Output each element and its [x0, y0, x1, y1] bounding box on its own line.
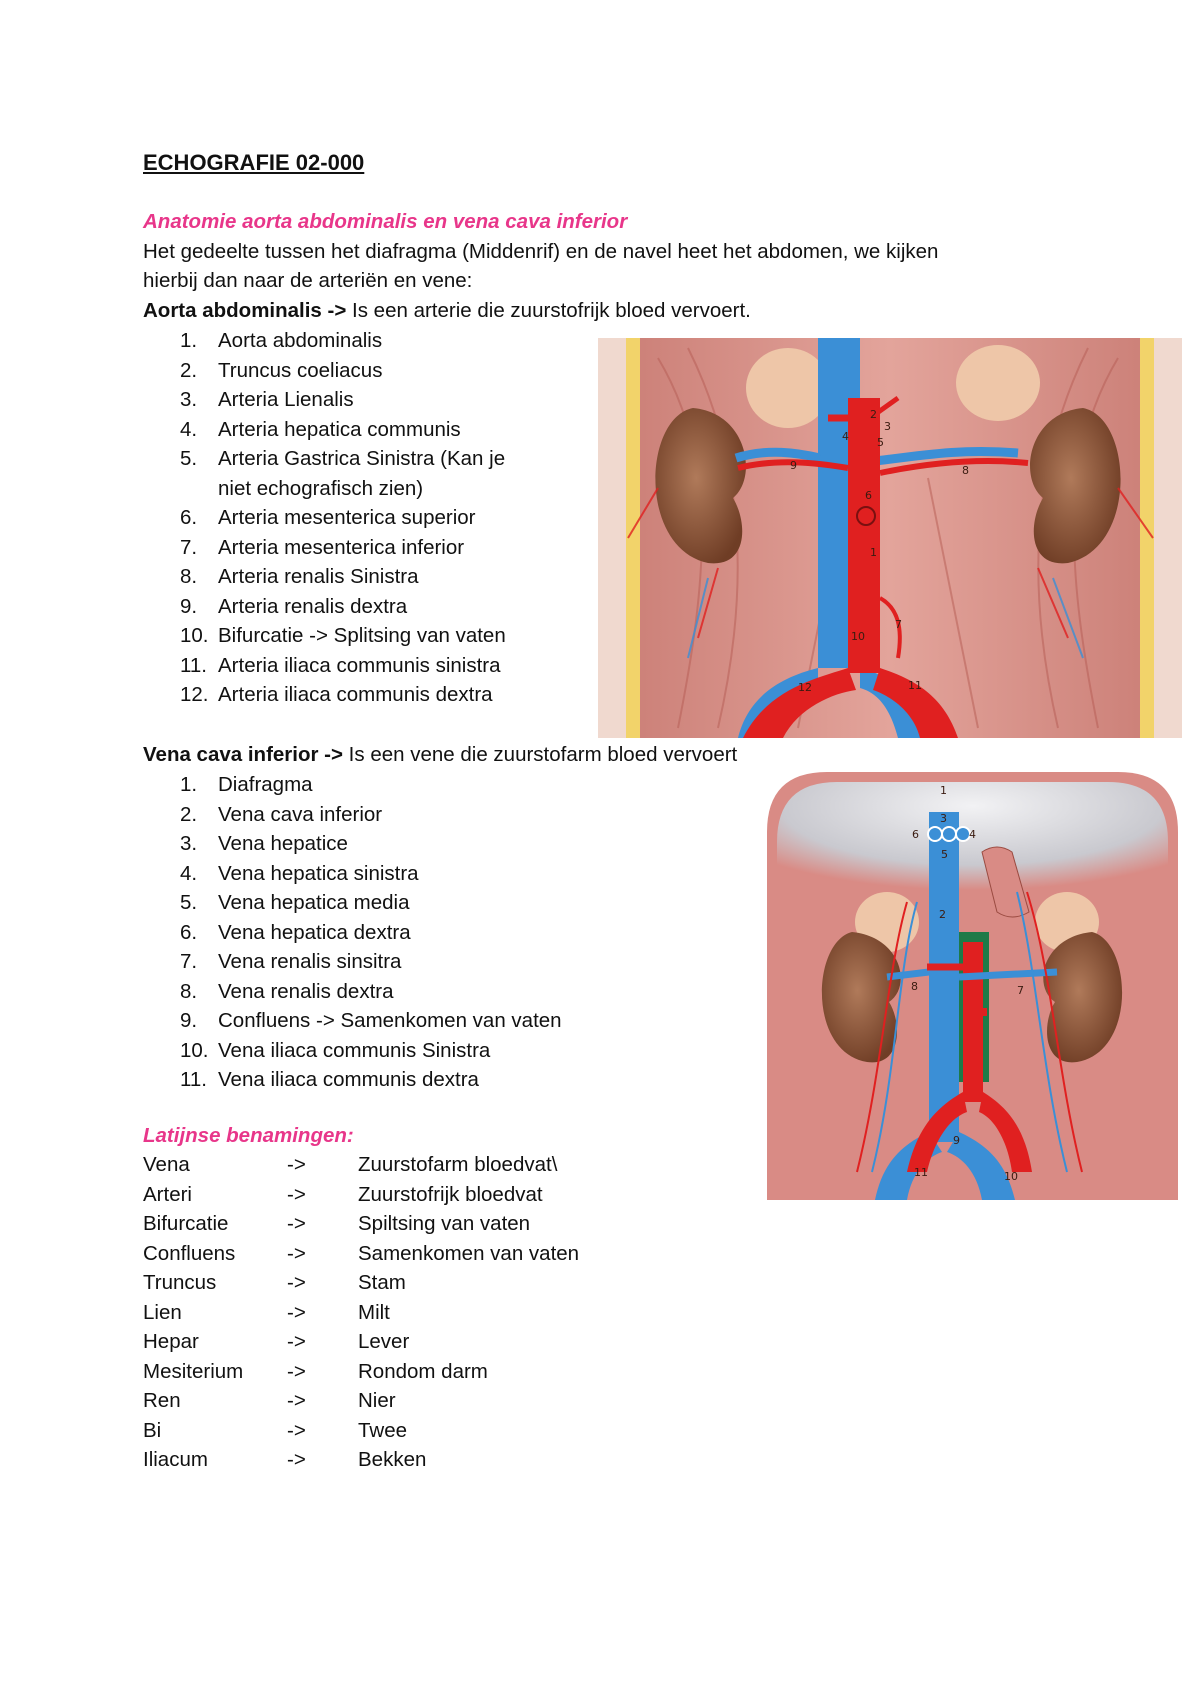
vena-fig-label-10: 10 — [1004, 1170, 1018, 1183]
aorta-fig-label-9: 9 — [790, 459, 797, 472]
aorta-list-text: Arteria iliaca communis sinistra — [218, 653, 501, 677]
aorta-list-number: 2. — [180, 358, 198, 382]
aorta-list-text: Truncus coeliacus — [218, 358, 383, 382]
aorta-fig-label-10: 10 — [851, 630, 865, 643]
vena-fig-label-9: 9 — [953, 1134, 960, 1147]
aorta-list-number: 6. — [180, 506, 198, 529]
aorta-fig-label-2: 2 — [870, 408, 877, 421]
aorta-list-text: Aorta abdominalis — [218, 329, 383, 352]
aorta-list-item — [143, 562, 518, 592]
latin-arrow: -> — [287, 1448, 306, 1471]
vena-list-item — [143, 888, 562, 918]
latin-meaning: Stam — [358, 1271, 406, 1294]
vena-list-number: 9. — [180, 1009, 198, 1032]
latin-term: Iliacum — [143, 1448, 208, 1471]
aorta-anatomy-figure — [598, 338, 1182, 738]
aorta-list-number: 3. — [180, 388, 198, 411]
aorta-fig-label-12: 12 — [798, 681, 812, 694]
vena-list-text: Vena iliaca communis Sinistra — [218, 1038, 491, 1062]
aorta-list-number: 5. — [180, 447, 198, 470]
latin-term: Ren — [143, 1389, 181, 1412]
vena-list-number: 5. — [180, 891, 198, 914]
aorta-fig-label-4: 4 — [842, 430, 849, 443]
vena-fig-label-4: 4 — [969, 828, 976, 841]
aorta-list-item — [143, 385, 518, 415]
vena-list-number: 10. — [180, 1038, 209, 1062]
aorta-list-item — [143, 415, 518, 445]
vena-list-number: 7. — [180, 950, 198, 973]
vena-heading-text: Is een vene die zuurstofarm bloed vervoert — [342, 743, 738, 766]
vena-list-item — [143, 1065, 562, 1095]
latin-arrow: -> — [287, 1300, 306, 1324]
aorta-list-item — [143, 592, 518, 622]
aorta-list-number: 10. — [180, 624, 209, 647]
aorta-fig-label-5: 5 — [877, 436, 884, 449]
latin-term: Confluens — [143, 1241, 236, 1265]
aorta-list-item — [143, 444, 518, 503]
vena-fig-label-11: 11 — [914, 1166, 928, 1179]
document-title: ECHOGRAFIE 02-000 — [143, 150, 365, 175]
latin-meaning: Nier — [358, 1389, 396, 1412]
latin-term: Truncus — [143, 1271, 217, 1294]
vena-list-number: 4. — [180, 861, 198, 885]
intro-line-1: Het gedeelte tussen het diafragma (Middenrif) en de navel heet het abdomen, we kijken — [143, 240, 939, 263]
aorta-list-text: Arteria mesenterica superior — [218, 506, 476, 529]
aorta-list-item — [143, 621, 518, 651]
vena-list-number: 2. — [180, 802, 198, 826]
latin-arrow: -> — [287, 1212, 306, 1235]
vena-list-text: Confluens -> Samenkomen van vaten — [218, 1009, 562, 1032]
latin-meaning: Bekken — [358, 1448, 427, 1471]
vena-list-text: Diafragma — [218, 773, 313, 796]
vena-heading-label: Vena cava inferior -> — [143, 743, 343, 766]
aorta-fig-label-7: 7 — [895, 618, 902, 631]
vena-list-text: Vena renalis dextra — [218, 979, 394, 1003]
vena-fig-label-1: 1 — [940, 784, 947, 797]
vena-list-text: Vena cava inferior — [218, 802, 383, 826]
latin-arrow: -> — [287, 1153, 306, 1176]
aorta-list-item — [143, 680, 518, 710]
aorta-list-item — [143, 326, 518, 356]
aorta-fig-label-1: 1 — [870, 546, 877, 559]
latin-term: Mesiterium — [143, 1359, 244, 1383]
latin-meaning: Rondom darm — [358, 1359, 488, 1383]
latin-arrow: -> — [287, 1389, 306, 1412]
vena-cava-inferior-vena — [929, 812, 959, 1142]
latin-term: Lien — [143, 1300, 182, 1324]
aorta-list-item — [143, 651, 518, 681]
vena-list-item — [143, 918, 562, 948]
aorta-list-item — [143, 533, 518, 563]
vena-list-number: 6. — [180, 920, 198, 944]
vena-list-item — [143, 947, 562, 977]
latin-arrow: -> — [287, 1418, 306, 1442]
latin-arrow: -> — [287, 1241, 306, 1265]
vena-list-number: 1. — [180, 773, 198, 796]
vena-list — [143, 770, 562, 1095]
vena-list-text: Vena iliaca communis dextra — [218, 1068, 479, 1091]
vena-list-item — [143, 859, 562, 889]
aorta-fig-label-8: 8 — [962, 464, 969, 477]
vena-list-item — [143, 770, 562, 800]
aorta-list-text: Arteria renalis Sinistra — [218, 565, 419, 588]
aorta-list-text: Arteria renalis dextra — [218, 594, 408, 618]
aorta-list — [143, 326, 518, 710]
aorta-heading-label: Aorta abdominalis -> — [143, 299, 347, 322]
vena-fig-label-3: 3 — [940, 812, 947, 825]
latin-term: Hepar — [143, 1330, 199, 1353]
aorta-list-number: 8. — [180, 565, 198, 588]
latin-term: Bifurcatie — [143, 1212, 229, 1235]
latin-arrow: -> — [287, 1271, 306, 1294]
vena-list-text: Vena hepatica sinistra — [218, 861, 419, 885]
intro-line-2: hierbij dan naar de arteriën en vene: — [143, 269, 473, 292]
latin-meaning: Samenkomen van vaten — [358, 1241, 580, 1265]
aorta-list-number: 1. — [180, 329, 198, 352]
aorta-fig-label-11: 11 — [908, 679, 922, 692]
aorta-fig-label-3: 3 — [884, 420, 891, 433]
aorta-list-text: Bifurcatie -> Splitsing van vaten — [218, 624, 506, 647]
aorta-list-number: 7. — [180, 535, 198, 559]
vena-list-text: Vena renalis sinsitra — [218, 950, 402, 973]
latin-arrow: -> — [287, 1330, 306, 1353]
aorta-list-text: Arteria mesenterica inferior — [218, 535, 465, 559]
latin-term: Bi — [143, 1418, 162, 1442]
vena-fig-label-5: 5 — [941, 848, 948, 861]
latin-term: Arteri — [143, 1182, 192, 1206]
latin-meaning: Milt — [358, 1300, 390, 1324]
latin-meaning: Spiltsing van vaten — [358, 1212, 531, 1235]
latin-arrow: -> — [287, 1359, 306, 1383]
latin-heading: Latijnse benamingen: — [143, 1124, 354, 1147]
aorta-fig-label-6: 6 — [865, 489, 872, 502]
vena-list-item — [143, 1006, 562, 1036]
vena-list-number: 11. — [180, 1068, 207, 1091]
latin-meaning: Lever — [358, 1330, 410, 1353]
vena-list-item — [143, 1036, 562, 1066]
aorta-heading-text: Is een arterie die zuurstofrijk bloed vervoert. — [346, 299, 751, 322]
aorta-list-text: Arteria hepatica communis — [218, 417, 461, 441]
vena-fig-label-8: 8 — [911, 980, 918, 993]
vena-fig-label-6: 6 — [912, 828, 919, 841]
latin-term: Vena — [143, 1153, 190, 1176]
aorta-list-text: Arteria iliaca communis dextra — [218, 683, 493, 706]
aorta-anatomy-illustration — [598, 338, 1182, 738]
section-heading: Anatomie aorta abdominalis en vena cava inferior — [143, 210, 628, 233]
vena-fig-label-2: 2 — [939, 908, 946, 921]
aorta-list-number: 12. — [180, 683, 209, 706]
aorta-list-number: 11. — [180, 653, 207, 677]
vena-list-item — [143, 800, 562, 830]
latin-meaning: Twee — [358, 1418, 407, 1442]
aorta-list-number: 9. — [180, 594, 198, 618]
latin-arrow: -> — [287, 1182, 306, 1206]
aorta-heading — [143, 296, 751, 326]
vena-list-text: Vena hepatica media — [218, 891, 410, 914]
aorta-list-number: 4. — [180, 417, 198, 441]
aorta-list-text: Arteria Lienalis — [218, 388, 354, 411]
vena-anatomy-figure — [767, 772, 1178, 1200]
aorta-list-item — [143, 356, 518, 386]
vena-list-text: Vena hepatice — [218, 832, 348, 855]
latin-meaning: Zuurstofarm bloedvat\ — [358, 1153, 558, 1176]
vena-list-text: Vena hepatica dextra — [218, 920, 411, 944]
vena-fig-label-7: 7 — [1017, 984, 1024, 997]
vena-list-item — [143, 977, 562, 1007]
aorta-list-item — [143, 503, 518, 533]
vena-anatomy-illustration — [767, 772, 1178, 1200]
vena-heading — [143, 740, 737, 770]
aorta-list-text: Arteria Gastrica Sinistra (Kan je niet echografisch zien) — [218, 447, 506, 500]
vena-list-number: 3. — [180, 832, 198, 855]
vena-list-item — [143, 829, 562, 859]
vena-list-number: 8. — [180, 979, 198, 1003]
latin-meaning: Zuurstofrijk bloedvat — [358, 1182, 543, 1206]
